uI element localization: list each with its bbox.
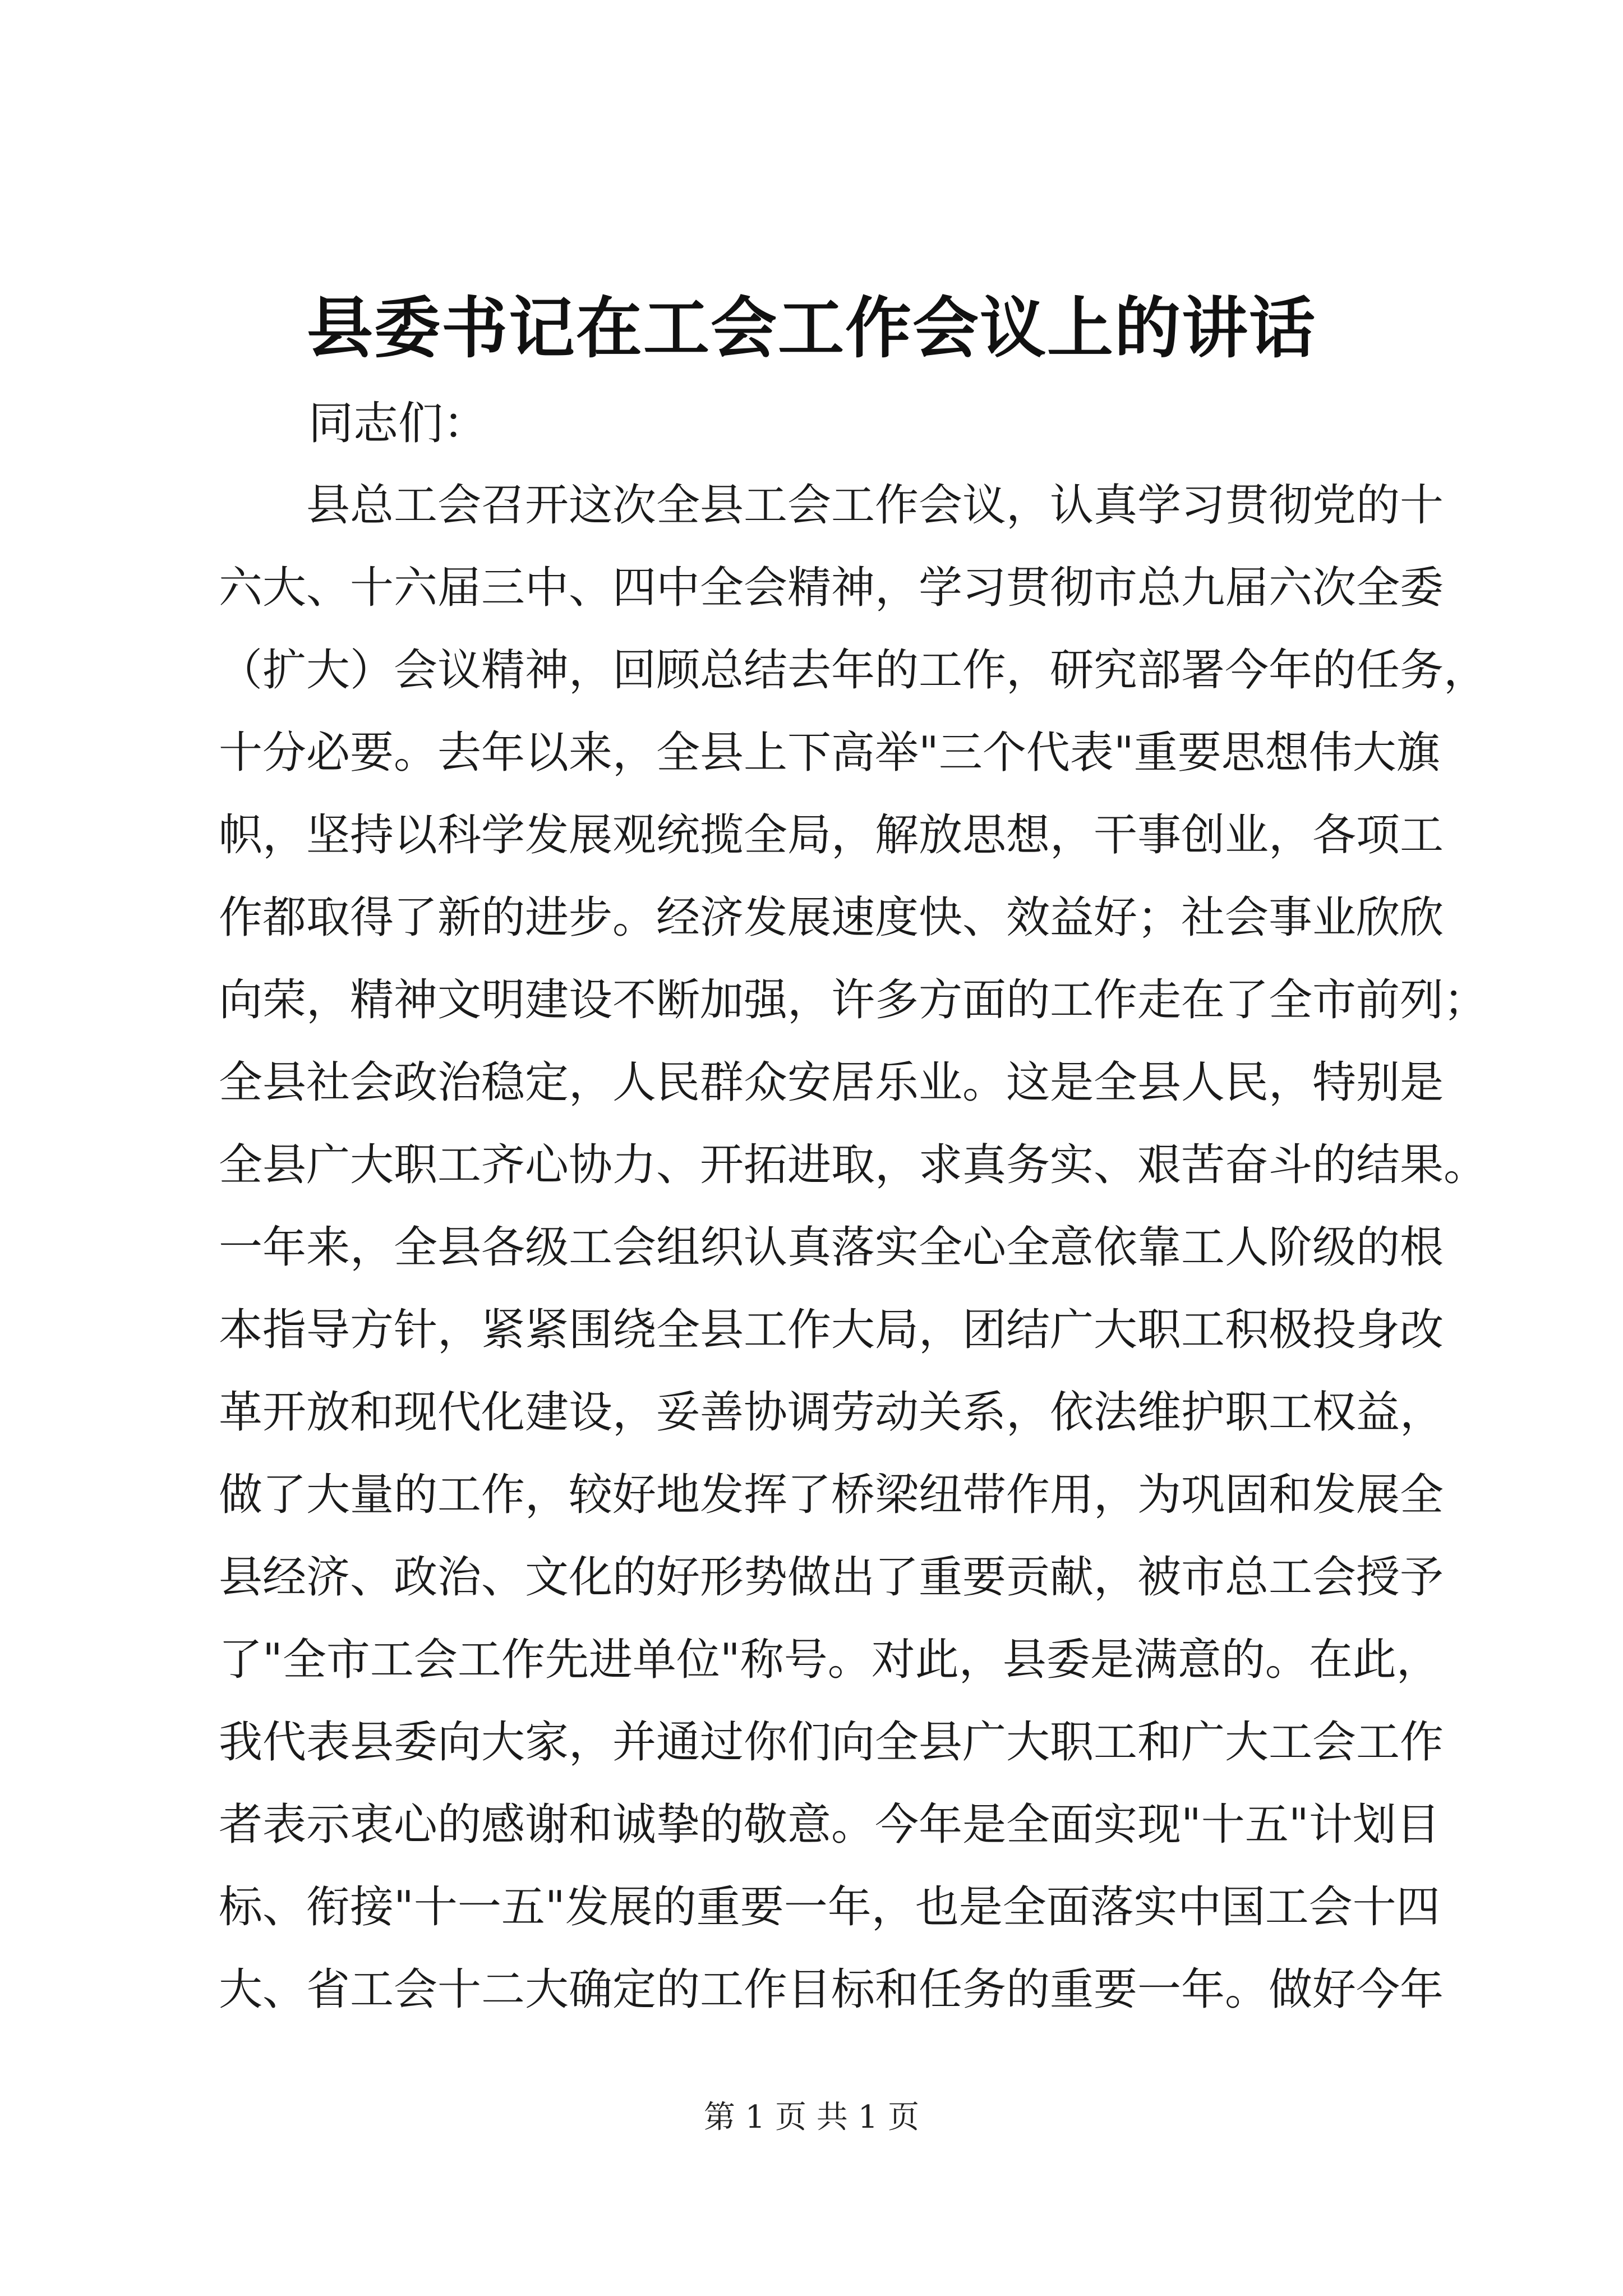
body-line: 全县广大职工齐心协力、开拓进取，求真务实、艰苦奋斗的结果。 [219, 1140, 1488, 1190]
body-line: 县经济、政治、文化的好形势做出了重要贡献，被市总工会授予 [219, 1552, 1444, 1603]
body-line: 作都取得了新的进步。经济发展速度快、效益好；社会事业欣欣 [219, 892, 1444, 943]
body-text [219, 464, 1488, 2031]
body-line: 六大、十六届三中、四中全会精神，学习贯彻市总九届六次全委 [219, 563, 1444, 613]
body-line: 标、衔接"十一五"发展的重要一年，也是全面落实中国工会十四 [219, 1882, 1440, 1932]
body-line: 一年来，全县各级工会组织认真落实全心全意依靠工人阶级的根 [219, 1222, 1444, 1273]
body-line: 者表示衷心的感谢和诚挚的敬意。今年是全面实现"十五"计划目 [219, 1800, 1440, 1850]
body-line: 革开放和现代化建设，妥善协调劳动关系，依法维护职工权益， [219, 1387, 1444, 1438]
body-line: 向荣，精神文明建设不断加强，许多方面的工作走在了全市前列； [219, 975, 1488, 1025]
body-line: 县总工会召开这次全县工会工作会议，认真学习贯彻党的十 [219, 480, 1444, 531]
body-line: （扩大）会议精神，回顾总结去年的工作，研究部署今年的任务， [219, 645, 1488, 696]
body-line: 本指导方针，紧紧围绕全县工作大局，团结广大职工积极投身改 [219, 1305, 1444, 1355]
body-line: 我代表县委向大家，并通过你们向全县广大职工和广大工会工作 [219, 1717, 1444, 1768]
document-title: 县委书记在工会工作会议上的讲话 [306, 289, 1316, 367]
body-line: 全县社会政治稳定，人民群众安居乐业。这是全县人民，特别是 [219, 1057, 1444, 1108]
body-line: 了"全市工会工作先进单位"称号。对此，县委是满意的。在此， [219, 1635, 1440, 1685]
page-number-footer: 第 1 页 共 1 页 [703, 2099, 920, 2136]
body-line: 大、省工会十二大确定的工作目标和任务的重要一年。做好今年 [219, 1964, 1444, 2015]
body-line: 帜，坚持以科学发展观统揽全局，解放思想，干事创业，各项工 [219, 810, 1444, 861]
body-line: 做了大量的工作，较好地发挥了桥梁纽带作用，为巩固和发展全 [219, 1470, 1444, 1520]
greeting-text: 同志们： [308, 397, 488, 449]
body-line: 十分必要。去年以来，全县上下高举"三个代表"重要思想伟大旗 [219, 728, 1440, 778]
